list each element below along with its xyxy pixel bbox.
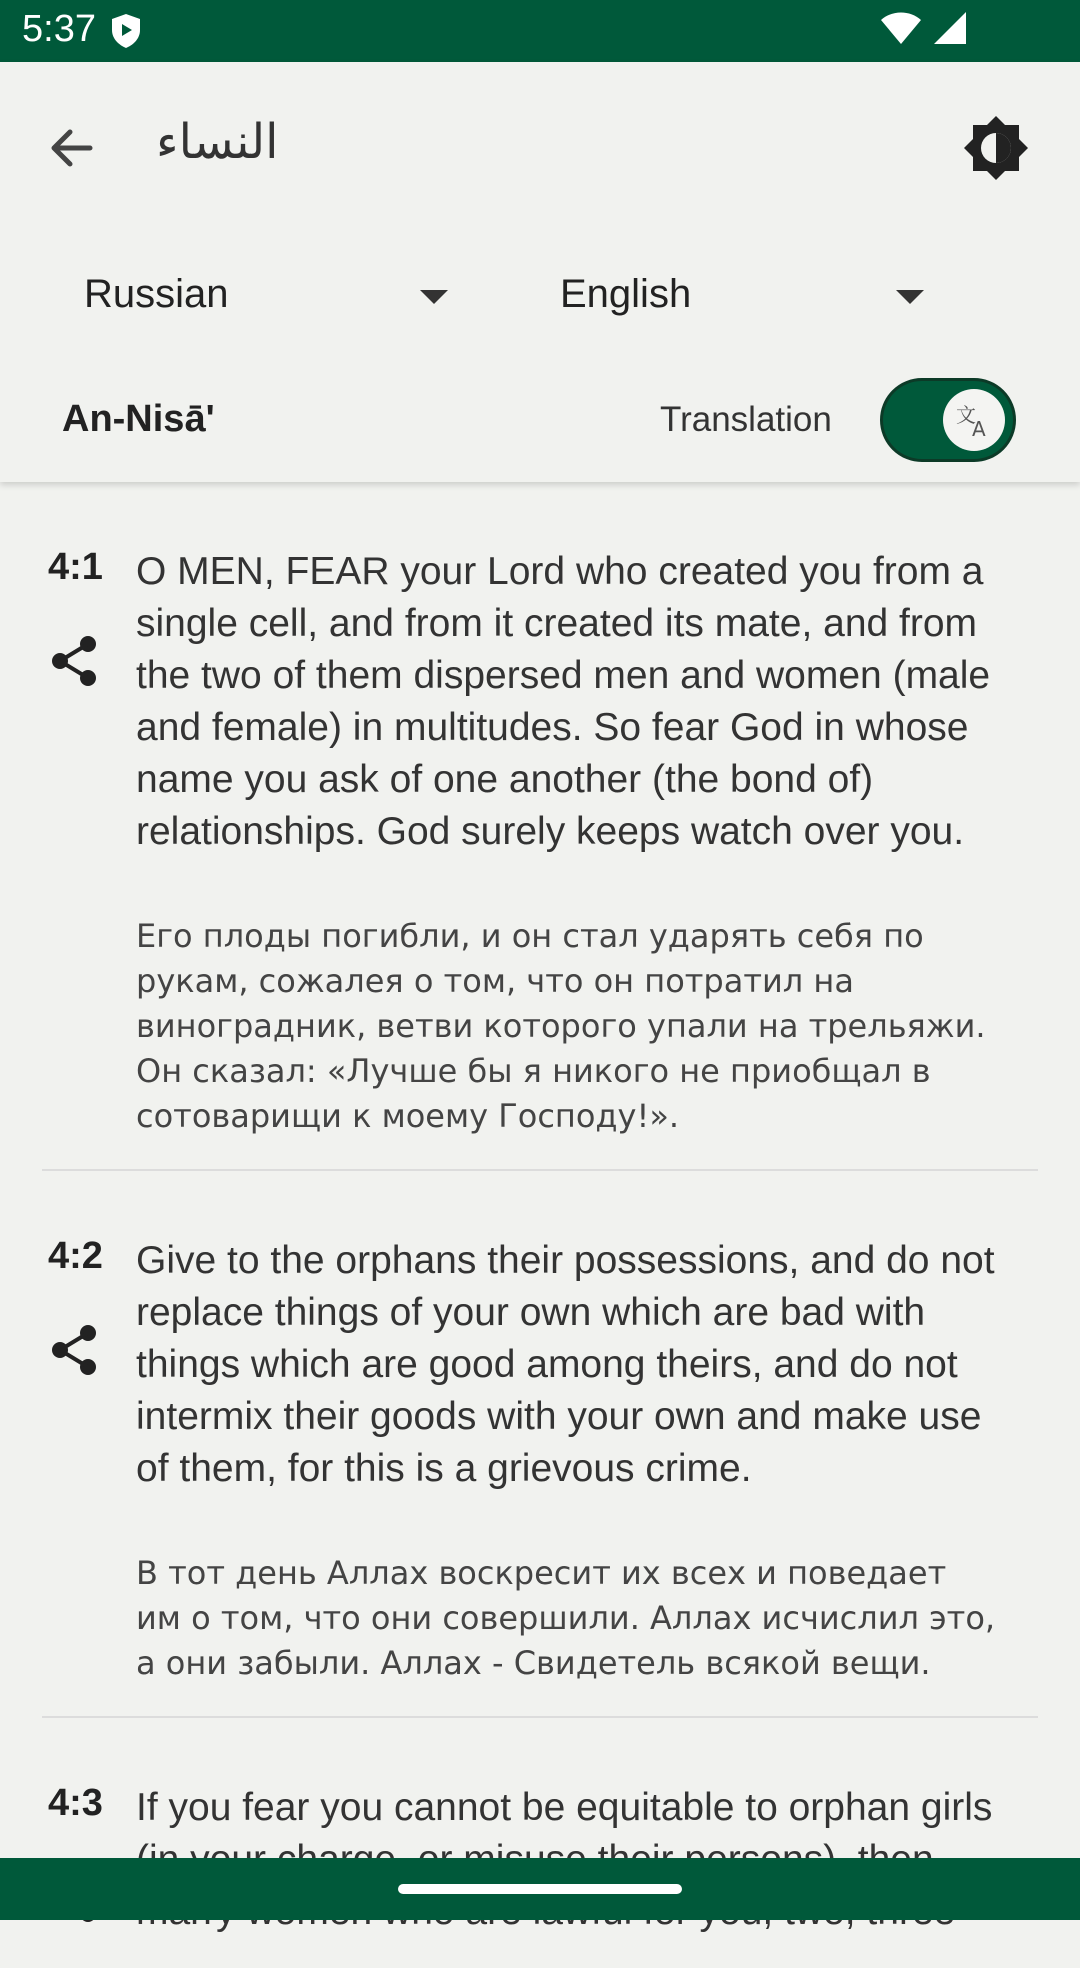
cell-signal-icon bbox=[932, 10, 968, 46]
status-time: 5:37 bbox=[22, 8, 96, 50]
verse-translation: Его плоды погибли, и он стал ударять себя по рукам, сожалея о том, что он потратил на виноградник, ветви которого упали на трельяжи. Он сказал: «Лучше бы я никого не приобщал в сотоварищи к моему Господу!». bbox=[136, 917, 986, 1135]
status-icons bbox=[874, 10, 968, 51]
navigation-bar bbox=[0, 1858, 1080, 1920]
back-arrow-icon[interactable] bbox=[44, 120, 100, 176]
share-icon[interactable] bbox=[48, 1323, 102, 1377]
surah-name: An-Nisā' bbox=[62, 398, 215, 440]
translation-toggle[interactable] bbox=[880, 378, 1016, 462]
status-bar bbox=[0, 0, 1080, 62]
svg-text:A: A bbox=[972, 417, 986, 441]
verse-text: Give to the orphans their possessions, and do not replace things of your own which are bad with things which are good among theirs, and do not intermix their goods with your own and make use of them, for this is a grievous crime. bbox=[136, 1239, 995, 1490]
target-language-value: English bbox=[560, 272, 692, 316]
dropdown-caret-icon bbox=[420, 290, 448, 304]
translate-icon bbox=[954, 400, 994, 440]
brightness-icon[interactable] bbox=[962, 114, 1030, 182]
target-language-dropdown[interactable] bbox=[534, 262, 954, 332]
source-language-dropdown[interactable] bbox=[58, 262, 478, 332]
verse-text: O MEN, FEAR your Lord who created you from a single cell, and from it created its mate, and from the two of them dispersed men and women (male and female) in multitudes. So fear God in whose name you ask of one another (the bond of) relationships. God surely keeps watch over you. bbox=[136, 550, 991, 853]
verse-list[interactable] bbox=[0, 482, 1080, 1858]
source-language-value: Russian bbox=[84, 272, 229, 316]
verse-number: 4:3 bbox=[48, 1782, 103, 1824]
page-title: النساء bbox=[156, 114, 279, 170]
share-icon[interactable] bbox=[48, 634, 102, 688]
svg-text:文: 文 bbox=[956, 403, 976, 427]
translation-label: Translation bbox=[660, 400, 832, 439]
wifi-icon bbox=[880, 10, 922, 46]
app-bar bbox=[0, 62, 1080, 482]
play-protect-icon bbox=[110, 12, 142, 50]
home-gesture-handle[interactable] bbox=[398, 1884, 682, 1894]
verse-item bbox=[42, 1718, 1038, 1968]
verse-item bbox=[42, 482, 1038, 1171]
verse-item bbox=[42, 1171, 1038, 1718]
verse-text: If you fear you cannot be equitable to orphan girls bbox=[136, 1786, 993, 1829]
verse-number: 4:2 bbox=[48, 1235, 103, 1277]
verse-number: 4:1 bbox=[48, 546, 103, 588]
dropdown-caret-icon bbox=[896, 290, 924, 304]
verse-translation: В тот день Аллах воскресит их всех и поведает им о том, что они совершили. Аллах исчислил это, а они забыли. Аллах - Свидетель всякой вещи. bbox=[136, 1554, 996, 1682]
toggle-knob bbox=[943, 389, 1005, 451]
